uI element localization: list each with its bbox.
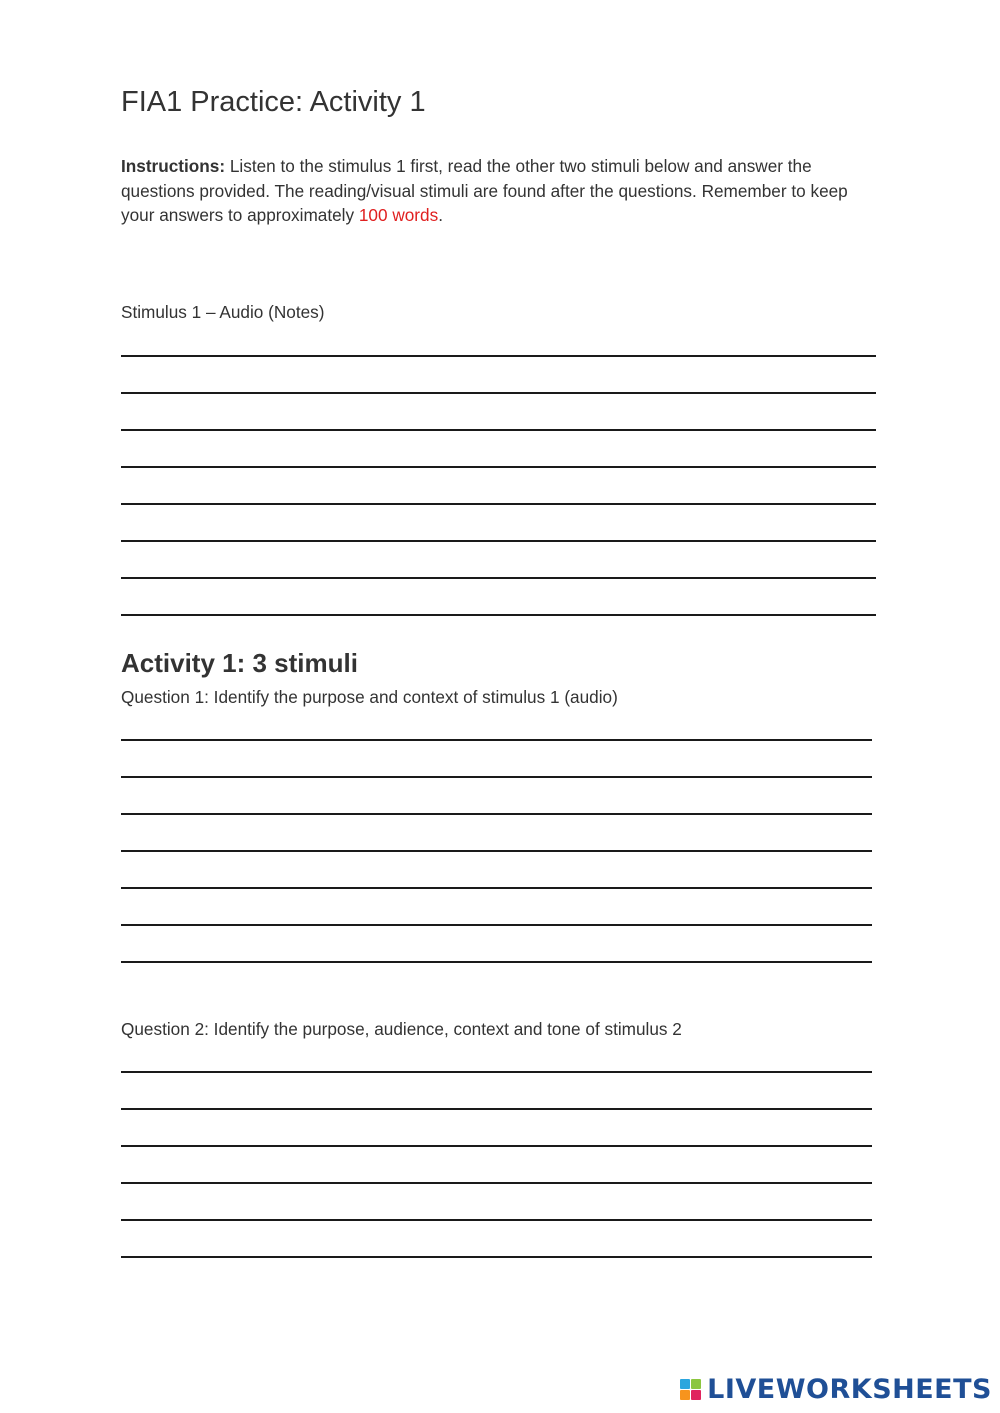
answer-line[interactable] xyxy=(121,1145,872,1147)
answer-line[interactable] xyxy=(121,850,872,852)
answer-line[interactable] xyxy=(121,540,876,542)
answer-line[interactable] xyxy=(121,961,872,963)
page-title: FIA1 Practice: Activity 1 xyxy=(121,86,426,118)
answer-line[interactable] xyxy=(121,392,876,394)
answer-line[interactable] xyxy=(121,776,872,778)
answer-line[interactable] xyxy=(121,503,876,505)
answer-line[interactable] xyxy=(121,924,872,926)
answer-line[interactable] xyxy=(121,1108,872,1110)
logo-square xyxy=(691,1379,701,1389)
answer-line[interactable] xyxy=(121,355,876,357)
answer-line[interactable] xyxy=(121,429,876,431)
instructions-paragraph xyxy=(121,154,881,228)
question-1-label: Question 1: Identify the purpose and context of stimulus 1 (audio) xyxy=(121,687,618,707)
liveworksheets-wordmark: LIVEWORKSHEETS xyxy=(707,1374,992,1405)
word-limit-highlight: 100 words xyxy=(358,205,439,225)
answer-line[interactable] xyxy=(121,887,872,889)
answer-line[interactable] xyxy=(121,466,876,468)
answer-line[interactable] xyxy=(121,1219,872,1221)
answer-line[interactable] xyxy=(121,813,872,815)
stimulus-1-label: Stimulus 1 – Audio (Notes) xyxy=(121,302,325,322)
activity-heading: Activity 1: 3 stimuli xyxy=(121,648,358,678)
answer-line[interactable] xyxy=(121,1182,872,1184)
liveworksheets-logo-icon xyxy=(680,1379,701,1400)
logo-square xyxy=(680,1379,690,1389)
answer-line[interactable] xyxy=(121,577,876,579)
logo-square xyxy=(691,1390,701,1400)
answer-line[interactable] xyxy=(121,614,876,616)
instructions-text: Listen to the stimulus 1 first, read the other two stimuli below and answer the questions provided. The reading/visual stimuli are found after the questions. Remember to keep your answers to approximately xyxy=(121,156,848,225)
instructions-end: . xyxy=(438,205,443,225)
question-2-label: Question 2: Identify the purpose, audience, context and tone of stimulus 2 xyxy=(121,1019,682,1039)
answer-line[interactable] xyxy=(121,1256,872,1258)
liveworksheets-logo xyxy=(680,1374,992,1405)
answer-line[interactable] xyxy=(121,739,872,741)
answer-line[interactable] xyxy=(121,1071,872,1073)
instructions-label: Instructions: xyxy=(121,156,226,176)
logo-square xyxy=(680,1390,690,1400)
